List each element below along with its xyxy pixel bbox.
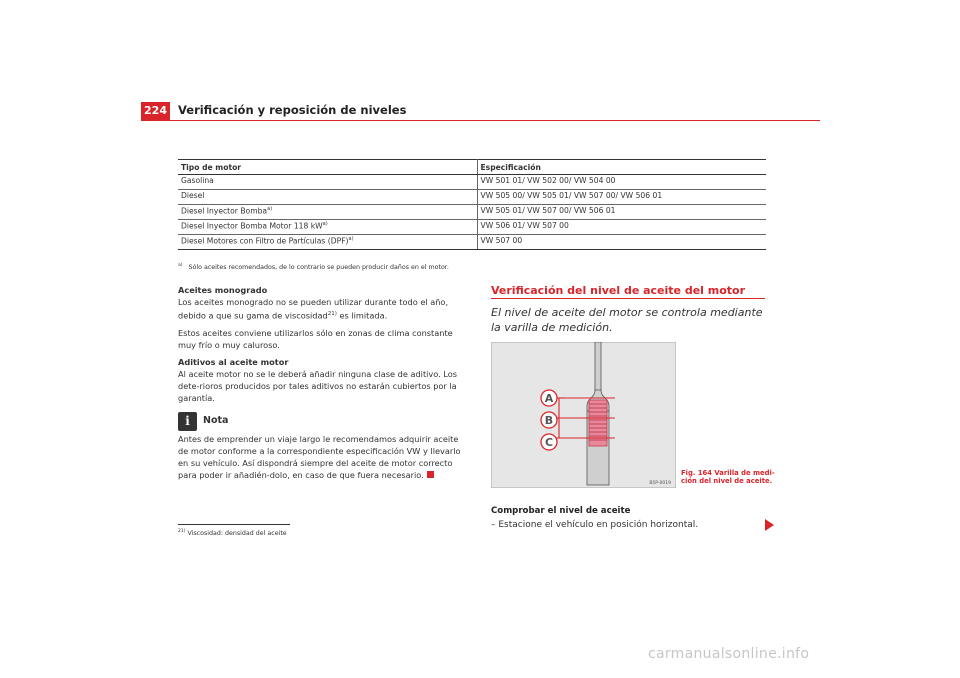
specification-cell: VW 501 01/ VW 502 00/ VW 504 00 <box>477 175 766 190</box>
additives-heading: Aditivos al aceite motor <box>178 356 289 367</box>
table-row <box>178 220 766 235</box>
column-header-engine-type: Tipo de motor <box>178 160 477 175</box>
table-row <box>178 235 766 250</box>
engine-type-cell: Diesel Inyector Bomba Motor 118 $kW^{a)}$ <box>178 220 477 235</box>
note-header <box>178 412 468 431</box>
section-title: Verificación del nivel de aceite del motor <box>491 284 746 297</box>
table-header-row <box>178 160 766 175</box>
section-end-icon <box>427 471 434 478</box>
footnote-ref: 21) <box>327 311 337 317</box>
dipstick-illustration <box>491 342 676 488</box>
additives-paragraph: Al aceite motor no se le deberá añadir ninguna clase de aditivo. Los dete-rioros producidos por tales aditivos no estarán cubiertos por la garantía. <box>178 368 458 403</box>
engine-type-cell: Diesel <box>178 190 477 205</box>
oil-spec-table <box>178 159 766 250</box>
page-number: 224 <box>141 102 170 120</box>
page-header-title: Verificación y reposición de niveles <box>178 103 407 117</box>
mono-oils-paragraph-2: Estos aceites conviene utilizarlos sólo en zonas de clima constante muy frío o muy caluroso. <box>178 327 453 350</box>
header-divider <box>141 120 820 121</box>
specification-cell: VW 506 01/ VW 507 00 <box>477 220 766 235</box>
note-paragraph: Antes de emprender un viaje largo le recomendamos adquirir aceite de motor conforme a la correspondiente especificación VW y llevarlo en su vehículo. Así dispondrá siempre del aceite de motor correcto para poder ir añadién-dolo, en caso de que fuera necesario. <box>178 433 461 480</box>
footnote-ref: a) <box>322 221 328 227</box>
watermark: carmanualsonline.info <box>648 646 810 662</box>
note-label: Nota <box>203 415 229 427</box>
mono-oils-paragraph-1: Los aceites monogrado no se pueden utilizar durante todo el año, debido a que su gama de viscosidad$^{21)}$ es limitada. <box>178 297 449 321</box>
label-a <box>541 390 557 406</box>
section-lead: El nivel de aceite del motor se controla mediante la varilla de medición. <box>491 306 763 334</box>
figure-caption: Fig. 164 Varilla de medi- ción del nivel de aceite. <box>681 469 775 485</box>
footnote-divider <box>178 524 290 525</box>
left-column <box>178 284 468 486</box>
label-c <box>541 434 557 450</box>
footnote-ref: a) <box>267 206 273 212</box>
column-header-specification: Especificación <box>477 160 766 175</box>
engine-type-cell: Diesel Motores con Filtro de Partículas (DPF)$^{a)}$ <box>178 235 477 250</box>
mono-oils-heading: Aceites monogrado <box>178 285 268 295</box>
page-footnote: $^{21)}$ Viscosidad: densidad del aceite <box>178 529 287 538</box>
info-icon: i <box>178 412 197 431</box>
engine-type-cell: Gasolina <box>178 175 477 190</box>
section-divider <box>491 298 765 299</box>
table-row <box>178 190 766 205</box>
svg-text:B: B <box>544 414 554 427</box>
specification-cell: VW 505 01/ VW 507 00/ VW 506 01 <box>477 205 766 220</box>
label-b <box>541 412 557 428</box>
continue-arrow-icon <box>765 519 774 531</box>
table-row <box>178 175 766 190</box>
svg-text:A: A <box>544 392 554 405</box>
footnote-ref: a) <box>348 236 354 242</box>
svg-text:C: C <box>544 436 554 449</box>
engine-type-cell: Diesel Inyector Bomba$^{a)}$ <box>178 205 477 220</box>
specification-cell: VW 507 00 <box>477 235 766 250</box>
table-row <box>178 205 766 220</box>
specification-cell: VW 505 00/ VW 505 01/ VW 507 00/ VW 506 01 <box>477 190 766 205</box>
dipstick-figure <box>491 342 676 488</box>
table-footnote: $^{a)}$ Sólo aceites recomendados, de lo contrario se pueden producir daños en el motor. <box>178 263 449 272</box>
figure-code: B5P-0019 <box>649 481 671 486</box>
check-level-heading: Comprobar el nivel de aceite <box>491 506 631 516</box>
step-item: – Estacione el vehículo en posición horizontal. <box>491 520 699 530</box>
